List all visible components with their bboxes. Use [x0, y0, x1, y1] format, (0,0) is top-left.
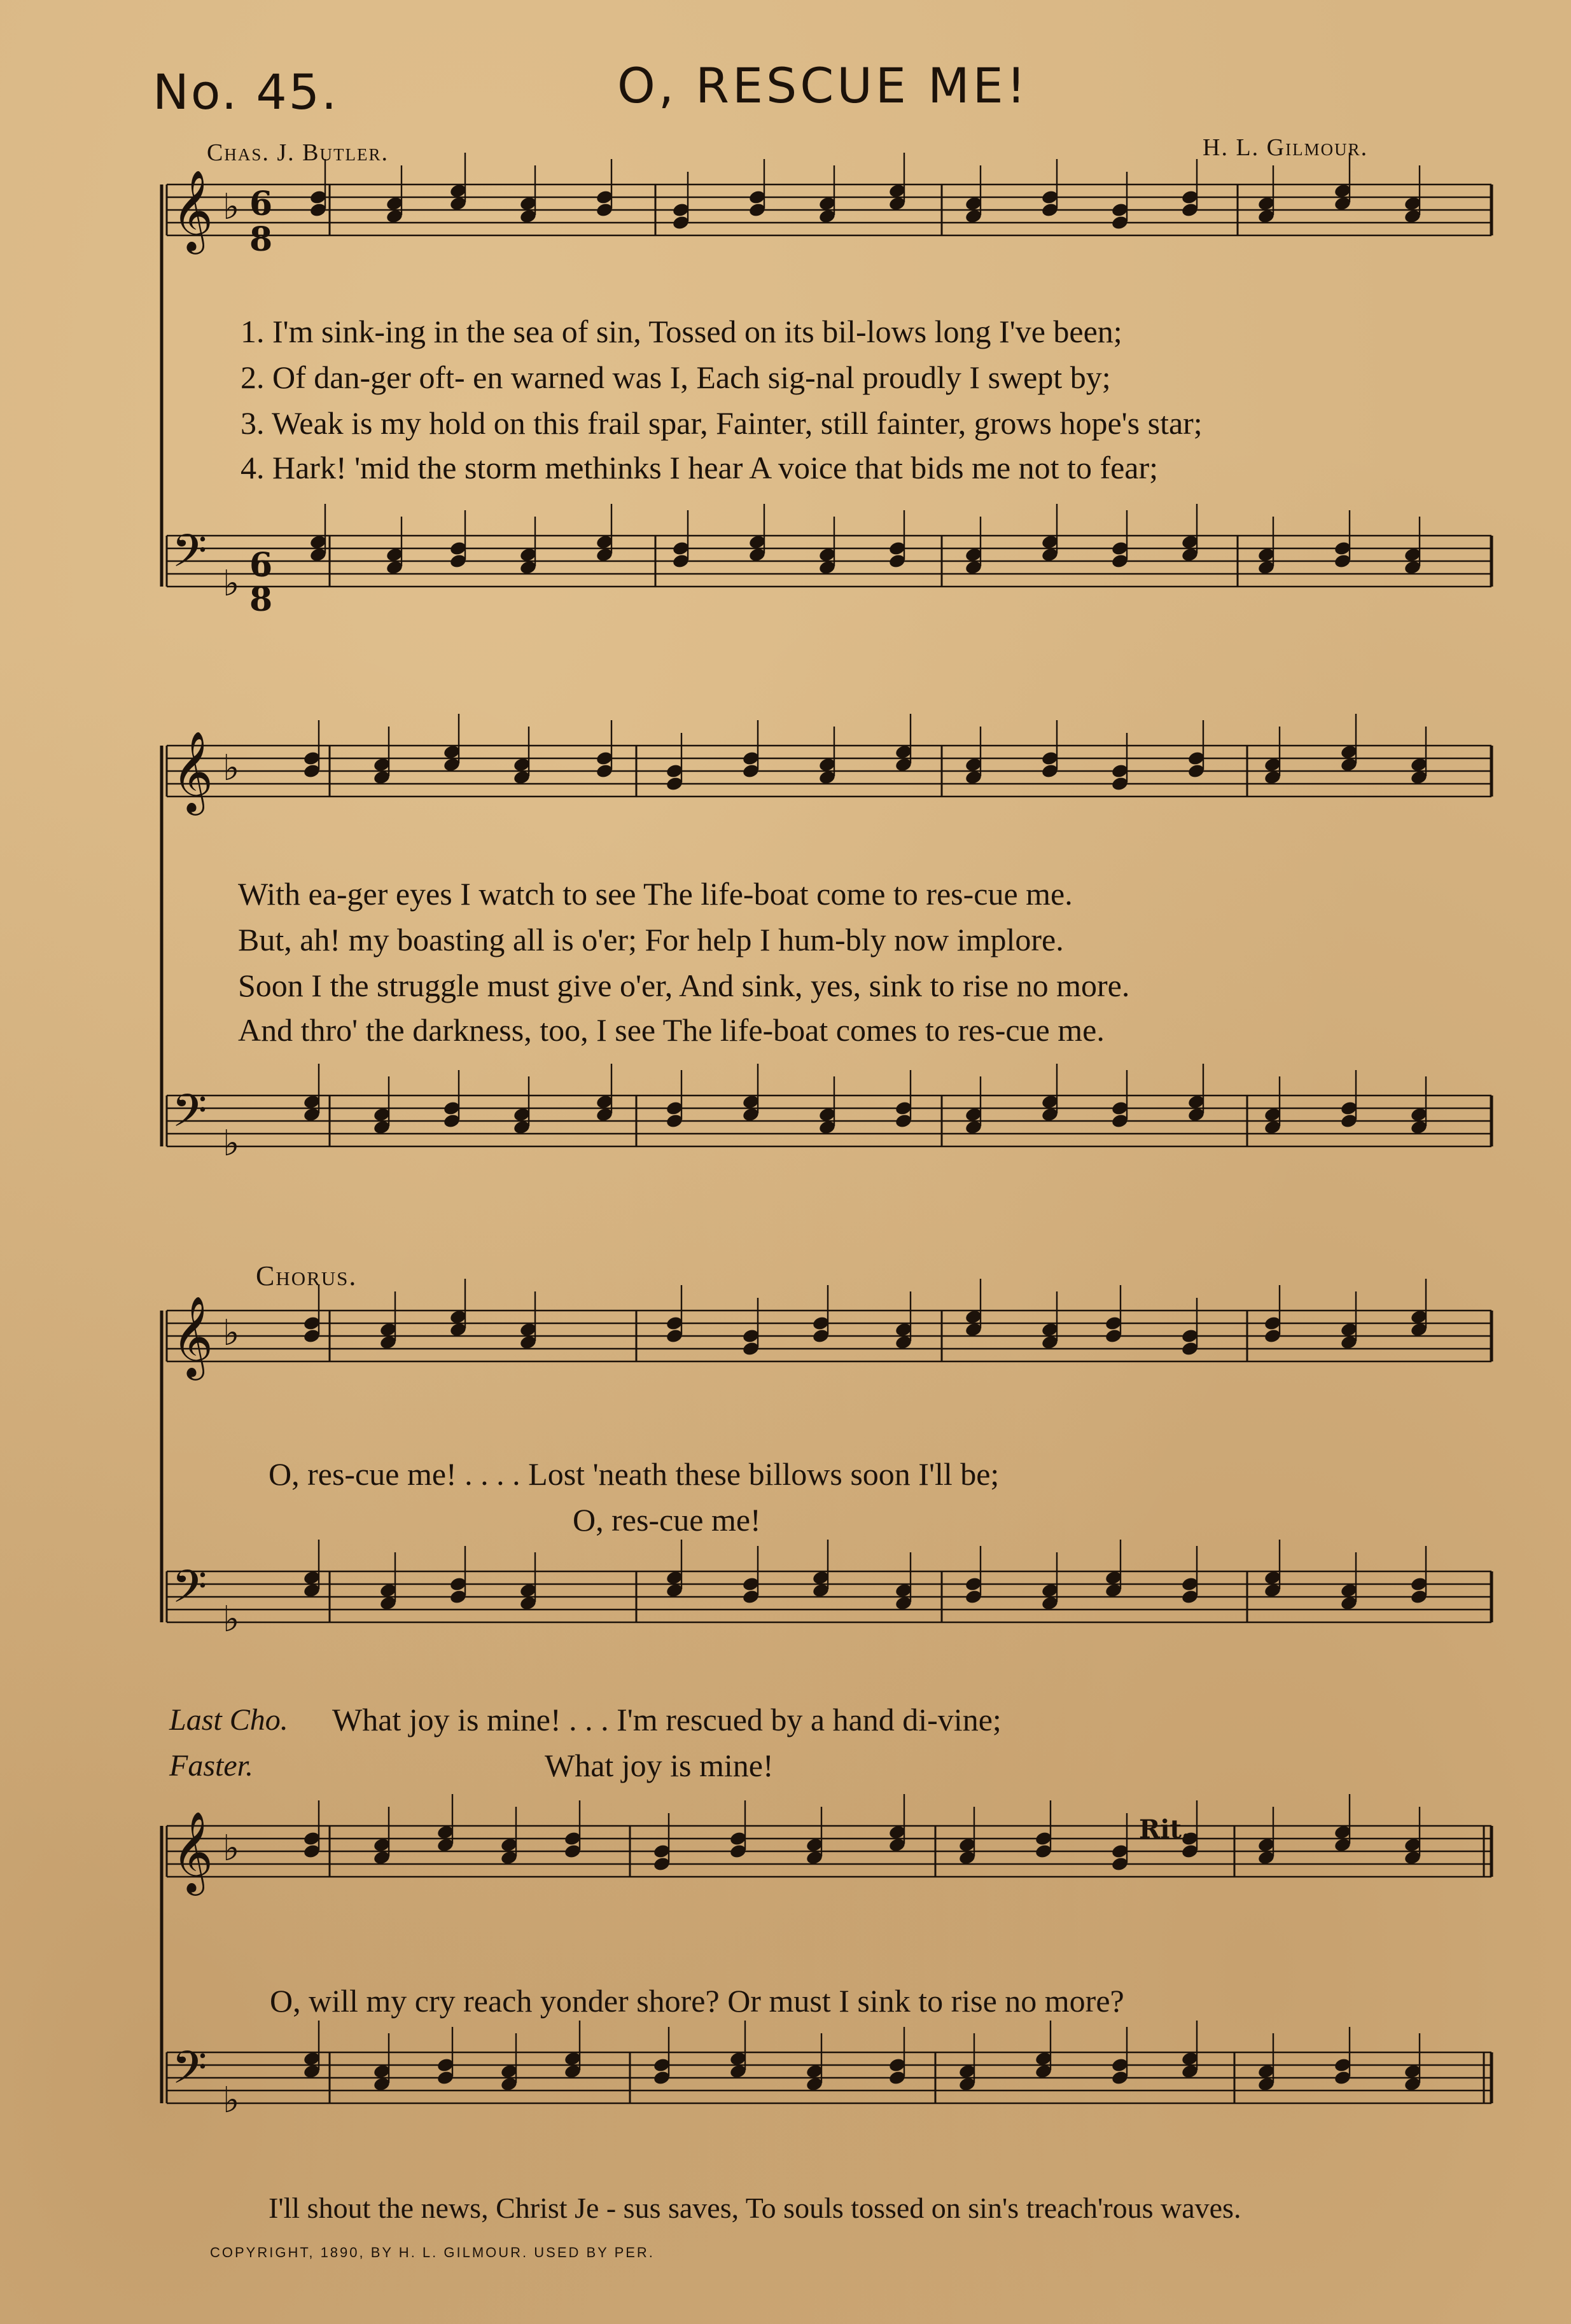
svg-text:♭: ♭: [223, 2080, 240, 2121]
time-signature-treble-bottom: 8: [249, 220, 273, 259]
svg-text:♭: ♭: [223, 1828, 240, 1869]
treble-staff-3: [167, 1295, 1491, 1381]
chorus-line-1: O, res-cue me! . . . . Lost 'neath these billows soon I'll be;: [269, 1456, 1000, 1492]
copyright-notice: COPYRIGHT, 1890, BY H. L. GILMOUR. USED BY PER.: [210, 2244, 655, 2260]
svg-text:𝄞: 𝄞: [172, 169, 214, 251]
rit-marking: Rit.: [1139, 1814, 1190, 1844]
last-chorus-line-2: I'll shout the news, Christ Je - sus saves, To souls tossed on sin's treach'rous waves.: [269, 2192, 1241, 2224]
chorus-label: Chorus.: [256, 1260, 358, 1291]
time-signature-treble-top: 6: [249, 184, 273, 223]
verse-2-line: 2. Of dan-ger oft- en warned was I, Each sig-nal proudly I swept by;: [241, 359, 1111, 395]
svg-text:𝄢: 𝄢: [172, 525, 207, 588]
time-signature-bass-top: 6: [249, 546, 273, 585]
hymn-title: O, RESCUE ME!: [617, 57, 1030, 114]
svg-text:♭: ♭: [223, 1123, 240, 1164]
treble-staff-4: [167, 1811, 1491, 1896]
bass-staff-3: [167, 1561, 1491, 1640]
time-signature-bass-bottom: 8: [249, 580, 273, 619]
svg-text:♭: ♭: [223, 1312, 240, 1354]
verse-4-line: 4. Hark! 'mid the storm methinks I hear A voice that bids me not to fear;: [241, 450, 1159, 485]
hymn-number: No. 45.: [153, 64, 339, 120]
svg-text:♭: ♭: [223, 1599, 240, 1640]
last-chorus-echo: What joy is mine!: [545, 1748, 774, 1783]
svg-text:♭: ♭: [223, 186, 240, 228]
verse-1-line: 1. I'm sink-ing in the sea of sin, Tossed on its bil-lows long I've been;: [241, 314, 1122, 349]
faster-label: Faster.: [169, 1749, 253, 1783]
verse-4-ending: And thro' the darkness, too, I see The life-boat comes to res-cue me.: [238, 1012, 1105, 1048]
svg-text:𝄢: 𝄢: [172, 1561, 207, 1624]
svg-text:𝄢: 𝄢: [172, 2042, 207, 2105]
verse-2-ending: But, ah! my boasting all is o'er; For help I hum-bly now implore.: [238, 922, 1064, 957]
lyricist-credit: Chas. J. Butler.: [207, 139, 389, 166]
chorus-echo-1: O, res-cue me!: [573, 1502, 761, 1538]
last-chorus-line: What joy is mine! . . . I'm rescued by a hand di-vine;: [332, 1702, 1002, 1737]
verse-3-ending: Soon I the struggle must give o'er, And sink, yes, sink to rise no more.: [238, 968, 1130, 1003]
svg-text:𝄞: 𝄞: [172, 1295, 214, 1377]
svg-text:𝄞: 𝄞: [172, 730, 214, 812]
chorus-line-2: O, will my cry reach yonder shore? Or must I sink to rise no more?: [270, 1983, 1124, 2019]
svg-text:𝄢: 𝄢: [172, 1085, 207, 1148]
svg-text:♭: ♭: [223, 563, 240, 604]
verse-3-line: 3. Weak is my hold on this frail spar, Fainter, still fainter, grows hope's star;: [241, 405, 1203, 441]
last-chorus-label: Last Cho.: [169, 1703, 288, 1737]
verse-1-ending: With ea-ger eyes I watch to see The life-boat come to res-cue me.: [238, 876, 1073, 912]
svg-text:𝄞: 𝄞: [172, 1811, 214, 1892]
composer-credit: H. L. Gilmour.: [1203, 134, 1369, 161]
svg-text:♭: ♭: [223, 748, 240, 789]
bass-staff-4: [167, 2042, 1491, 2121]
